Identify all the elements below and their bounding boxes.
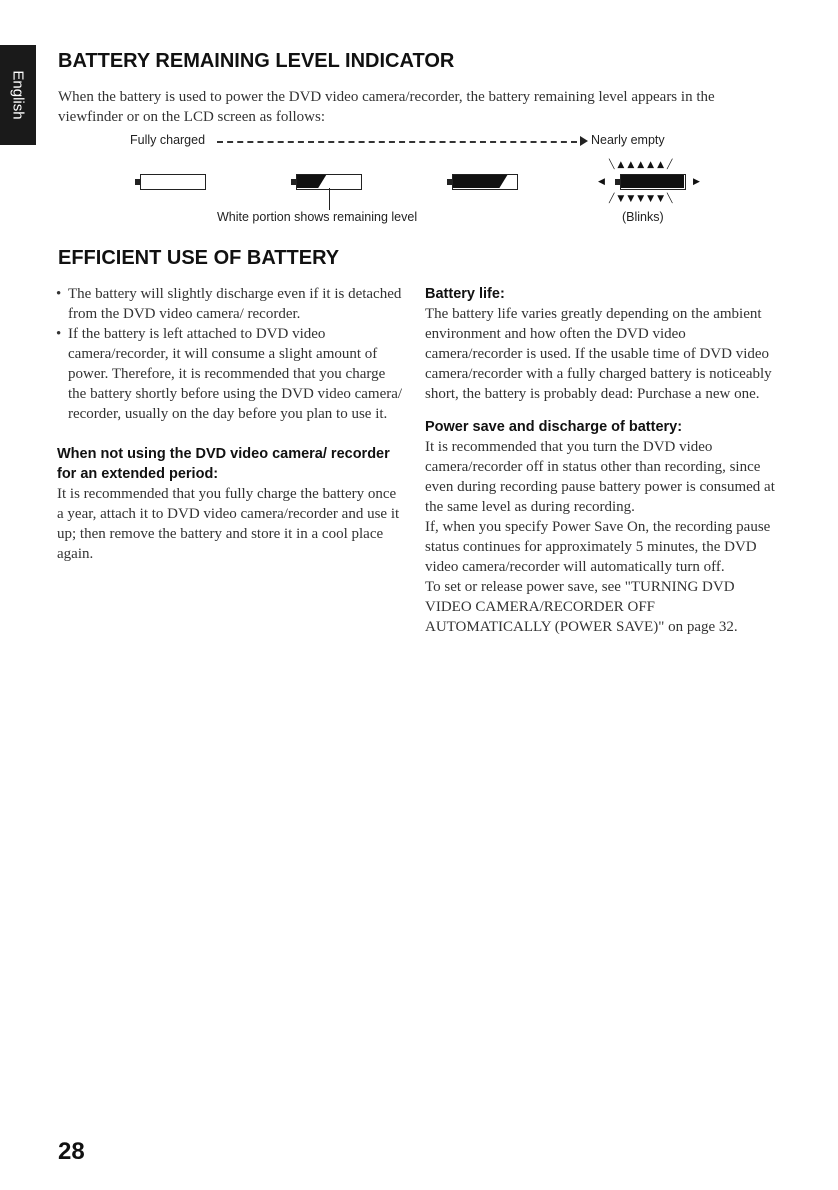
language-tab-label: English bbox=[9, 70, 27, 120]
power-save-text-2: If, when you specify Power Save On, the recording pause status continues for approximately 5 minutes, the DVD video camera/recorder will automatically turn off. bbox=[425, 519, 771, 575]
battery-low-icon bbox=[452, 174, 518, 190]
battery-indicator-title: BATTERY REMAINING LEVEL INDICATOR bbox=[58, 50, 455, 72]
caption-pointer-line bbox=[329, 188, 330, 210]
battery-used-portion bbox=[453, 175, 507, 188]
list-item: • If the battery is left attached to DVD video camera/recorder, it will consume a slight amount of power. Therefore, it is recommended that you charge the battery shortly before using the DVD video camera/ recorder, usually on the day before you plan to use it. bbox=[56, 326, 403, 422]
battery-indicator-intro: When the battery is used to power the DVD video camera/recorder, the battery remaining level appears in the viewfinder or on the LCD screen as follows: bbox=[58, 89, 715, 125]
not-using-text: It is recommended that you fully charge the battery once a year, attach it to DVD video camera/recorder and use it up; then remove the battery and store it in a cool place again. bbox=[57, 486, 400, 562]
list-item-text: The battery will slightly discharge even if it is detached from the DVD video camera/ recorder. bbox=[68, 286, 402, 322]
battery-full-fill bbox=[141, 175, 204, 188]
not-using-heading: When not using the DVD video camera/ recorder for an extended period: bbox=[57, 446, 390, 482]
battery-low-fill bbox=[453, 175, 516, 188]
blink-rays-top-icon: ╲▲▲▲▲▲╱ bbox=[609, 160, 676, 170]
battery-full-icon bbox=[140, 174, 206, 190]
battery-empty-icon bbox=[620, 174, 686, 190]
blink-ray-left-icon: ◀ bbox=[598, 177, 608, 187]
battery-used-portion bbox=[297, 175, 326, 188]
list-item: • The battery will slightly discharge even if it is detached from the DVD video camera/ recorder. bbox=[56, 286, 402, 322]
list-item-text: If the battery is left attached to DVD video camera/recorder, it will consume a slight amount of power. Therefore, it is recommended that you charge the battery shortly before using the DVD video camera/ recorder, usually on the day before you plan to use it. bbox=[68, 326, 403, 422]
caption-remaining-level: White portion shows remaining level bbox=[217, 210, 418, 224]
scale-end-label: Nearly empty bbox=[591, 133, 665, 147]
battery-life-text: The battery life varies greatly depending on the ambient environment and how often the DVD video camera/recorder is used. If the usable time of DVD video camera/recorder with a fully charged battery is noticeably short, the battery is probably dead: Purchase a new one. bbox=[425, 306, 772, 402]
scale-arrow-icon bbox=[580, 136, 588, 146]
blink-rays-bottom-icon: ╱▼▼▼▼▼╲ bbox=[609, 194, 676, 204]
battery-empty-fill bbox=[621, 175, 684, 188]
scale-dashed-line bbox=[217, 141, 577, 143]
efficient-use-title: EFFICIENT USE OF BATTERY bbox=[58, 247, 340, 269]
language-tab bbox=[0, 45, 36, 145]
battery-life-heading: Battery life: bbox=[425, 286, 505, 302]
power-save-text-3: To set or release power save, see "TURNING DVD VIDEO CAMERA/RECORDER OFF AUTOMATICALLY (POWER SAVE)" on page 32. bbox=[425, 579, 738, 635]
scale-start-label: Fully charged bbox=[130, 133, 206, 147]
left-column bbox=[45, 284, 405, 564]
page-number: 28 bbox=[58, 1138, 85, 1165]
battery-partial-fill bbox=[297, 175, 360, 188]
power-save-heading: Power save and discharge of battery: bbox=[425, 419, 683, 435]
right-column bbox=[425, 284, 780, 637]
tips-list bbox=[45, 284, 405, 424]
power-save-text-1: It is recommended that you turn the DVD video camera/recorder off in status other than recording, since even during recording pause battery power is consumed at the same level as during recording. bbox=[425, 439, 775, 515]
caption-blinks: (Blinks) bbox=[622, 210, 664, 224]
blink-ray-right-icon: ▶ bbox=[693, 177, 703, 187]
battery-used-portion bbox=[621, 175, 684, 188]
